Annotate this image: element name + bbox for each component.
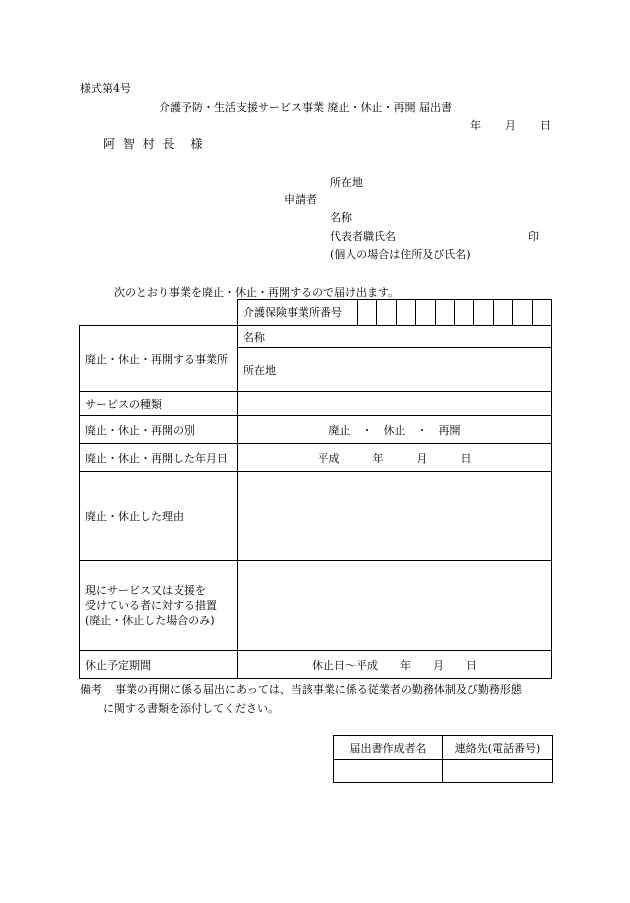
applicant-representative-label: 代表者職氏名 xyxy=(330,230,396,243)
author-value-cell[interactable] xyxy=(334,760,443,783)
row-reason xyxy=(80,472,552,561)
row-insurance-number xyxy=(80,300,552,326)
note-label: 備考 xyxy=(80,683,102,696)
contact-value-row xyxy=(334,760,553,783)
notification-table xyxy=(79,299,552,679)
row-office-name xyxy=(80,326,552,348)
author-label-cell xyxy=(334,736,443,760)
service-type-label: サービスの種類 xyxy=(85,397,162,411)
office-location-cell[interactable] xyxy=(238,348,552,392)
measures-label-line-2: 受けている者に対する措置 xyxy=(85,599,217,612)
note-text-line-1: 事業の再開に係る届出にあっては、当該事業に係る従業者の勤務体制及び勤務形態 xyxy=(115,683,522,696)
category-label: 廃止・休止・再開の別 xyxy=(85,423,195,437)
measures-label-line-1: 現にサービス又は支援を xyxy=(85,584,206,597)
office-label-cell xyxy=(80,326,238,392)
insurance-number-boxes[interactable] xyxy=(357,300,551,325)
office-location-label: 所在地 xyxy=(243,363,276,377)
service-type-label-cell xyxy=(80,392,238,416)
phone-value-cell[interactable] xyxy=(443,760,553,783)
row-measures xyxy=(80,561,552,651)
measures-label-cell xyxy=(80,561,238,651)
date-value-cell[interactable] xyxy=(238,444,552,472)
row-date xyxy=(80,444,552,472)
date-month-label: 月 xyxy=(505,119,516,132)
period-label: 休止予定期間 xyxy=(85,658,151,672)
form-number: 様式第4号 xyxy=(80,82,131,95)
service-type-value-cell[interactable] xyxy=(238,392,552,416)
date-year-label: 年 xyxy=(470,119,481,132)
period-value: 休止日～平成 年 月 日 xyxy=(312,658,477,672)
insurance-number-cell xyxy=(238,300,552,326)
category-options: 廃止 ・ 休止 ・ 再開 xyxy=(328,423,461,437)
reason-value-cell[interactable] xyxy=(238,472,552,561)
note-text-line-2: に関する書類を添付してください。 xyxy=(103,702,279,715)
reason-label: 廃止・休止した理由 xyxy=(85,510,184,523)
applicant-label: 申請者 xyxy=(284,193,317,206)
contact-header-row xyxy=(334,736,553,760)
date-value: 平成 年 月 日 xyxy=(317,451,472,465)
period-label-cell xyxy=(80,651,238,679)
seal-mark: 印 xyxy=(528,230,539,243)
page-title: 介護予防・生活支援サービス事業 廃止・休止・再開 届出書 xyxy=(159,101,452,114)
date-label: 廃止・休止・再開した年月日 xyxy=(85,451,228,465)
office-label: 廃止・休止・再開する事業所 xyxy=(85,352,228,366)
office-name-label: 名称 xyxy=(243,330,265,344)
intro-text: 次のとおり事業を廃止・休止・再開するので届け出ます。 xyxy=(114,286,400,299)
office-name-cell[interactable] xyxy=(238,326,552,348)
applicant-location-label: 所在地 xyxy=(330,176,363,189)
reason-label-cell xyxy=(80,472,238,561)
row-service-type xyxy=(80,392,552,416)
phone-label-cell xyxy=(443,736,553,760)
date-label-cell xyxy=(80,444,238,472)
measures-label-line-3: (廃止・休止した場合のみ) xyxy=(85,614,215,627)
category-options-cell[interactable] xyxy=(238,416,552,444)
date-day-label: 日 xyxy=(540,119,551,132)
insurance-number-label: 介護保険事業所番号 xyxy=(243,306,342,319)
applicant-name-label: 名称 xyxy=(330,211,352,224)
author-label: 届出書作成者名 xyxy=(349,741,427,755)
individual-note: (個人の場合は住所及び氏名) xyxy=(330,248,471,261)
period-value-cell[interactable] xyxy=(238,651,552,679)
row-period xyxy=(80,651,552,679)
phone-label: 連絡先(電話番号) xyxy=(454,741,541,755)
addressee: 阿 智 村 長 様 xyxy=(103,137,205,151)
category-label-cell xyxy=(80,416,238,444)
contact-table xyxy=(333,735,553,783)
measures-value-cell[interactable] xyxy=(238,561,552,651)
row-category xyxy=(80,416,552,444)
